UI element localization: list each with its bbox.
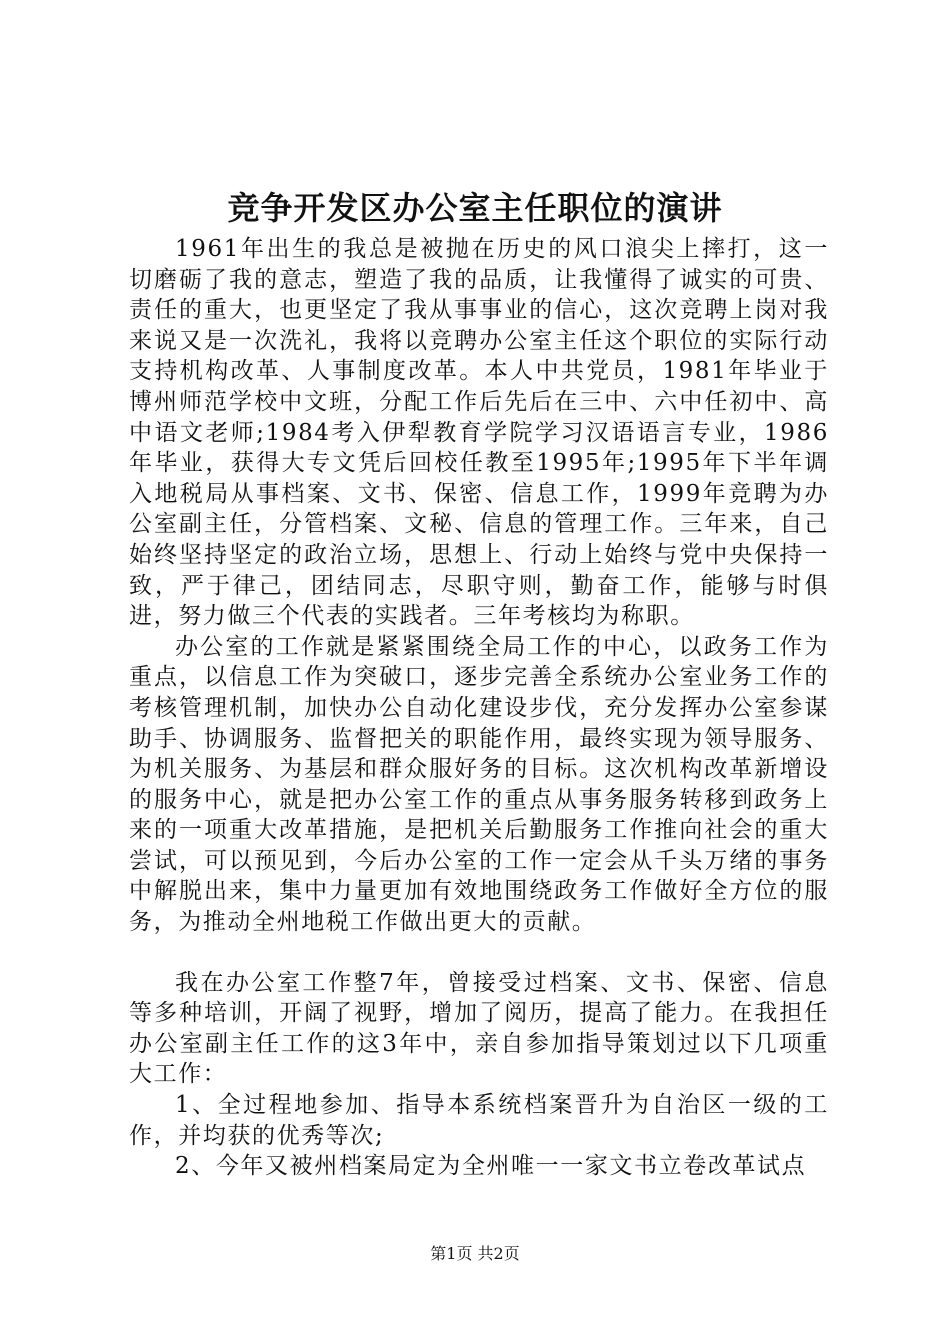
document-body bbox=[129, 234, 829, 1182]
paragraph-personal-background: 1961年出生的我总是被抛在历史的风口浪尖上摔打，这一切磨砺了我的意志，塑造了我的品质，让我懂得了诚实的可贵、责任的重大，也更坚定了我从事事业的信心，这次竞聘上岗对我来说又是一次洗礼，我将以竞聘办公室主任这个职位的实际行动支持机构改革、人事制度改革。本人中共党员，1981年毕业于博州师范学校中文班，分配工作后先后在三中、六中任初中、高中语文老师;1984考入伊犁教育学院学习汉语语言专业，1986年毕业，获得大专文凭后回校任教至1995年;1995年下半年调入地税局从事档案、文书、保密、信息工作，1999年竞聘为办公室副主任，分管档案、文秘、信息的管理工作。三年来，自己始终坚持坚定的政治立场，思想上、行动上始终与党中央保持一致，严于律己，团结同志，尽职守则，勤奋工作，能够与时俱进，努力做三个代表的实践者。三年考核均为称职。 bbox=[129, 236, 829, 630]
paragraph-work-experience: 我在办公室工作整7年，曾接受过档案、文书、保密、信息等多种培训，开阔了视野，增加了阅历，提高了能力。在我担任办公室副主任工作的这3年中，亲自参加指导策划过以下几项重大工作： bbox=[129, 969, 829, 1088]
document-title: 竞争开发区办公室主任职位的演讲 bbox=[227, 189, 723, 227]
paragraph-item-2: 2、今年又被州档案局定为全州唯一一家文书立卷改革试点 bbox=[175, 1153, 807, 1180]
paragraph-office-duties: 办公室的工作就是紧紧围绕全局工作的中心，以政务工作为重点，以信息工作为突破口，逐步完善全系统办公室业务工作的考核管理机制，加快办公自动化建设步伐，充分发挥办公室参谋助手、协调服务、监督把关的职能作用，最终实现为领导服务、为机关服务、为基层和群众服好务的目标。这次机构改革新增设的服务中心，就是把办公室工作的重点从事务服务转移到政务上来的一项重大改革措施，是把机关后勤服务工作推向社会的重大尝试，可以预见到，今后办公室的工作一定会从千头万绪的事务中解脱出来，集中力量更加有效地围绕政务工作做好全方位的服务，为推动全州地税工作做出更大的贡献。 bbox=[129, 633, 829, 936]
page-number-footer: 第1页 共2页 bbox=[430, 1244, 520, 1263]
paragraph-item-1: 1、全过程地参加、指导本系统档案晋升为自治区一级的工作，并均获的优秀等次; bbox=[129, 1092, 829, 1149]
